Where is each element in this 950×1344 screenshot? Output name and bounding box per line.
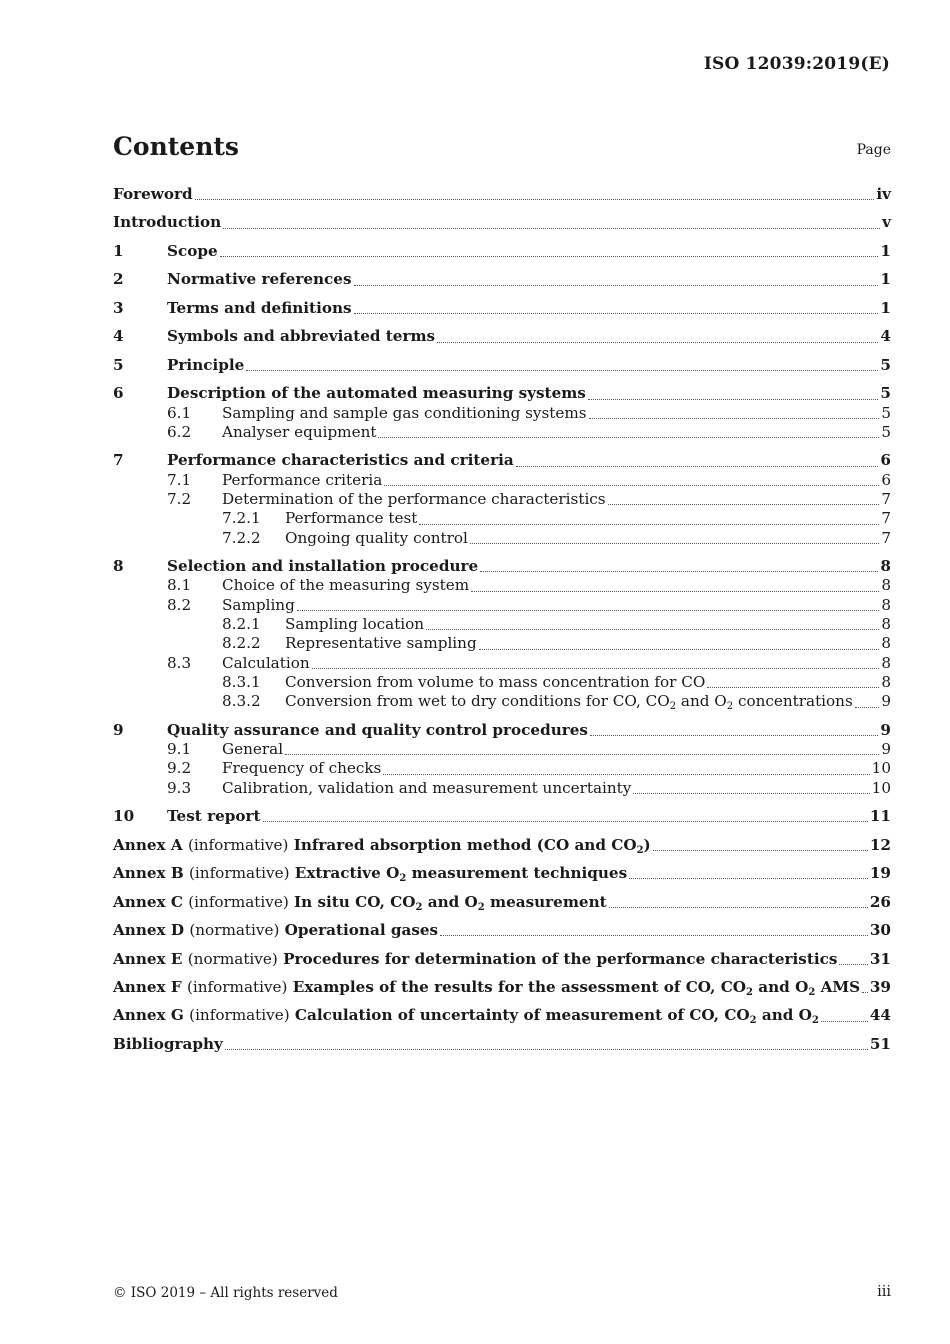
toc-entry-number: 5 xyxy=(113,355,124,374)
toc-entry-page: 7 xyxy=(881,528,891,547)
toc-entry-title: Quality assurance and quality control procedures xyxy=(167,720,588,739)
toc-entry[interactable] xyxy=(113,185,891,204)
dot-leader xyxy=(588,399,879,400)
toc-entry[interactable] xyxy=(113,615,891,634)
toc-entry-page: iv xyxy=(876,185,891,203)
toc-entry[interactable] xyxy=(113,471,891,490)
toc-entry-number: 4 xyxy=(113,327,124,346)
dot-leader xyxy=(653,850,868,851)
toc-entry-title: Bibliography xyxy=(113,1034,223,1053)
dot-leader xyxy=(384,485,879,486)
toc-entry-number: 7.2.1 xyxy=(222,509,261,528)
toc-entry-title: Normative references xyxy=(167,270,352,289)
toc-entry-number: 2 xyxy=(113,270,124,289)
toc-entry-title: Description of the automated measuring systems xyxy=(167,384,586,403)
toc-entry-number: 8.2.1 xyxy=(222,615,261,634)
dot-leader xyxy=(285,754,879,755)
toc-entry-page: 5 xyxy=(881,422,891,441)
dot-leader xyxy=(516,466,879,467)
toc-entry-number: 9 xyxy=(113,720,124,739)
toc-entry-number: 7 xyxy=(113,451,124,470)
dot-leader xyxy=(195,199,875,200)
dot-leader xyxy=(707,687,879,688)
toc-entry[interactable] xyxy=(113,836,891,855)
toc-entry-title: Ongoing quality control xyxy=(285,528,468,547)
toc-entry-number: 6.1 xyxy=(167,403,192,422)
toc-entry-title: Sampling xyxy=(222,595,295,614)
dot-leader xyxy=(312,668,880,669)
dot-leader xyxy=(223,228,880,229)
dot-leader xyxy=(470,543,879,544)
dot-leader xyxy=(220,256,879,257)
toc-entry-number: 7.2 xyxy=(167,490,192,509)
toc-entry[interactable] xyxy=(113,242,891,261)
toc-entry-page: 30 xyxy=(869,921,891,940)
toc-entry[interactable] xyxy=(113,213,891,232)
toc-entry-page: 9 xyxy=(881,692,891,711)
toc-entry-title: Terms and definitions xyxy=(167,298,352,317)
toc-entry[interactable] xyxy=(113,576,891,595)
toc-entry-title: Performance characteristics and criteria xyxy=(167,451,514,470)
toc-entry-page: 8 xyxy=(881,615,891,634)
toc-entry-page: 1 xyxy=(880,270,891,289)
toc-entry-number: 8.3.1 xyxy=(222,672,261,691)
dot-leader xyxy=(608,504,880,505)
toc-entry-page: 10 xyxy=(871,778,891,797)
toc-entry[interactable] xyxy=(113,557,891,576)
toc-entry-title: Annex F (informative) Examples of the results for the assessment of CO, $CO_2$ and $O_2$ AMS xyxy=(113,977,861,998)
toc-entry-title: Analyser equipment xyxy=(222,422,377,441)
toc-entry[interactable] xyxy=(113,596,891,615)
toc-entry-page: 8 xyxy=(881,672,891,691)
toc-entry-page: 5 xyxy=(880,355,891,374)
toc-entry-title: Conversion from volume to mass concentration for CO xyxy=(285,672,706,691)
page-number: iii xyxy=(877,1284,891,1300)
toc-entry-title: Symbols and abbreviated terms xyxy=(167,327,436,346)
toc-entry-title: Frequency of checks xyxy=(222,759,382,778)
dot-leader xyxy=(590,735,878,736)
toc-entry[interactable] xyxy=(113,759,891,778)
toc-entry-number: 9.3 xyxy=(167,778,192,797)
dot-leader xyxy=(471,591,879,592)
toc-entry-page: 19 xyxy=(869,864,891,883)
toc-entry-title: General xyxy=(222,740,284,758)
toc-entry[interactable] xyxy=(113,327,891,346)
toc-entry-number: 1 xyxy=(113,241,124,260)
toc-entry-page: 6 xyxy=(880,451,891,470)
toc-entry-number: 8.1 xyxy=(167,576,192,595)
document-id: ISO 12039:2019(E) xyxy=(703,54,890,74)
toc-entry-title: Test report xyxy=(167,807,261,826)
dot-leader xyxy=(479,649,880,650)
toc-entry-number: 10 xyxy=(113,807,135,826)
toc-entry-title: Sampling location xyxy=(285,615,425,634)
toc-entry-page: 8 xyxy=(881,595,891,614)
toc-entry-title: Scope xyxy=(167,241,218,260)
toc-entry-number: 9.2 xyxy=(167,759,192,778)
dot-leader xyxy=(354,285,879,286)
toc-entry-page: 8 xyxy=(880,557,891,576)
toc-entry-title: Selection and installation procedure xyxy=(167,557,479,576)
toc-entry-title: Choice of the measuring system xyxy=(222,576,470,595)
toc-entry-page: 11 xyxy=(869,807,891,826)
toc-entry-title: Calibration, validation and measurement uncertainty xyxy=(222,778,632,797)
toc-entry-title: Calculation xyxy=(222,653,310,672)
dot-leader xyxy=(480,571,878,572)
dot-leader xyxy=(440,935,868,936)
toc-entry-page: 1 xyxy=(880,298,891,317)
toc-entry-title: Annex D (normative) Operational gases xyxy=(113,921,439,940)
toc-entry-page: v xyxy=(882,213,891,232)
toc-entry-page: 44 xyxy=(869,1006,891,1025)
toc-entry-page: 9 xyxy=(881,740,891,758)
toc-entry-number: 3 xyxy=(113,298,124,317)
dot-leader xyxy=(263,821,868,822)
toc-entry-title: Principle xyxy=(167,355,245,374)
toc-entry-title: Representative sampling xyxy=(285,634,477,653)
toc-entry-title: Annex A (informative) Infrared absorption method (CO and $CO_2$) xyxy=(113,835,651,856)
toc-entry-title: Performance criteria xyxy=(222,470,383,489)
table-of-contents xyxy=(113,185,891,1054)
dot-leader xyxy=(862,992,868,993)
toc-entry[interactable] xyxy=(113,893,891,912)
toc-entry-number: 8.3 xyxy=(167,653,192,672)
dot-leader xyxy=(839,964,867,965)
toc-entry-title: Annex G (informative) Calculation of uncertainty of measurement of CO, $CO_2$ and $O_2$ xyxy=(113,1006,819,1027)
toc-entry-page: 51 xyxy=(869,1034,891,1053)
toc-entry[interactable] xyxy=(113,779,891,798)
dot-leader xyxy=(629,878,868,879)
toc-entry-number: 8.2.2 xyxy=(222,634,261,653)
toc-entry[interactable] xyxy=(113,807,891,826)
toc-entry[interactable] xyxy=(113,740,891,759)
toc-entry-number: 8 xyxy=(113,557,124,576)
toc-entry-page: 6 xyxy=(881,470,891,489)
toc-entry-page: 9 xyxy=(880,720,891,739)
toc-entry[interactable] xyxy=(113,692,891,711)
toc-entry-page: 8 xyxy=(881,653,891,672)
toc-entry-page: 26 xyxy=(869,892,891,911)
toc-entry[interactable] xyxy=(113,451,891,470)
dot-leader xyxy=(821,1021,868,1022)
toc-entry[interactable] xyxy=(113,864,891,883)
toc-entry-number: 8.3.2 xyxy=(222,692,261,711)
copyright-notice: © ISO 2019 – All rights reserved xyxy=(113,1285,338,1301)
contents-heading: Contents xyxy=(113,132,240,161)
toc-entry-page: 39 xyxy=(869,977,891,996)
toc-entry-number: 7.1 xyxy=(167,470,192,489)
toc-entry-number: 6 xyxy=(113,384,124,403)
toc-entry-page: 12 xyxy=(869,835,891,854)
dot-leader xyxy=(383,774,869,775)
toc-entry-page: 8 xyxy=(881,576,891,595)
toc-entry-page: 5 xyxy=(880,384,891,403)
toc-entry[interactable] xyxy=(113,978,891,997)
toc-entry-number: 8.2 xyxy=(167,595,192,614)
toc-entry[interactable] xyxy=(113,721,891,740)
toc-entry[interactable] xyxy=(113,673,891,692)
toc-entry[interactable] xyxy=(113,423,891,442)
dot-leader xyxy=(589,418,880,419)
dot-leader xyxy=(246,370,878,371)
toc-entry[interactable] xyxy=(113,356,891,375)
toc-entry-title: Sampling and sample gas conditioning systems xyxy=(222,403,587,422)
toc-entry-title: Conversion from wet to dry conditions for CO, $CO_2$ and $O_2$ concentrations xyxy=(285,692,853,713)
toc-entry-number: 9.1 xyxy=(167,740,192,758)
toc-entry-title: Foreword xyxy=(113,185,193,203)
toc-entry-title: Introduction xyxy=(113,213,222,232)
dot-leader xyxy=(378,437,879,438)
toc-entry[interactable] xyxy=(113,634,891,653)
toc-entry[interactable] xyxy=(113,299,891,318)
dot-leader xyxy=(225,1049,868,1050)
toc-entry-page: 1 xyxy=(880,241,891,260)
page-column-label: Page xyxy=(856,142,891,158)
dot-leader xyxy=(426,629,879,630)
dot-leader xyxy=(437,342,878,343)
toc-entry-page: 8 xyxy=(881,634,891,653)
dot-leader xyxy=(633,793,869,794)
toc-entry[interactable] xyxy=(113,921,891,940)
toc-entry[interactable] xyxy=(113,529,891,548)
toc-entry-number: 7.2.2 xyxy=(222,528,261,547)
dot-leader xyxy=(354,313,879,314)
toc-entry-page: 7 xyxy=(881,509,891,528)
dot-leader xyxy=(297,610,880,611)
toc-entry[interactable] xyxy=(113,270,891,289)
dot-leader xyxy=(855,707,880,708)
dot-leader xyxy=(609,907,868,908)
toc-entry[interactable] xyxy=(113,950,891,969)
toc-entry-page: 5 xyxy=(881,403,891,422)
toc-entry-title: Annex B (informative) Extractive $O_2$ measurement techniques xyxy=(113,864,628,885)
toc-entry-number: 6.2 xyxy=(167,422,192,441)
toc-entry-page: 31 xyxy=(869,949,891,968)
toc-entry-title: Annex E (normative) Procedures for determination of the performance characteristics xyxy=(113,949,838,968)
toc-entry[interactable] xyxy=(113,654,891,673)
toc-entry[interactable] xyxy=(113,490,891,509)
toc-entry-page: 4 xyxy=(880,327,891,346)
dot-leader xyxy=(419,524,879,525)
toc-entry-title: Performance test xyxy=(285,509,418,528)
toc-entry[interactable] xyxy=(113,509,891,528)
toc-entry-page: 7 xyxy=(881,490,891,509)
toc-entry[interactable] xyxy=(113,1035,891,1054)
toc-entry[interactable] xyxy=(113,404,891,423)
toc-entry-title: Determination of the performance characteristics xyxy=(222,490,606,509)
toc-entry-page: 10 xyxy=(871,759,891,778)
toc-entry-title: Annex C (informative) In situ CO, $CO_2$ and $O_2$ measurement xyxy=(113,892,607,913)
toc-entry[interactable] xyxy=(113,384,891,403)
toc-entry[interactable] xyxy=(113,1006,891,1025)
